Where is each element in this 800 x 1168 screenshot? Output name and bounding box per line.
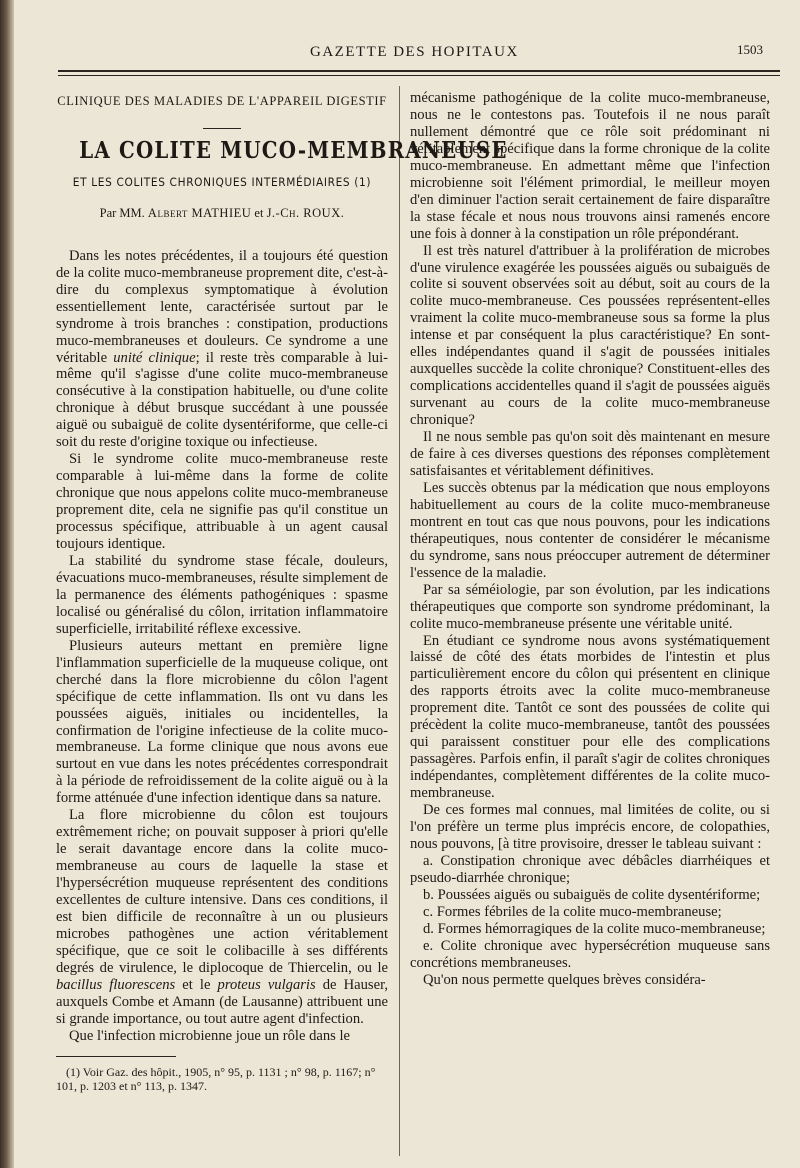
paragraph <box>56 807 388 1027</box>
paragraph: Il ne nous semble pas qu'on soit dès maintenant en mesure de faire à ces diverses questions des réponses complètement satisfaisantes et véritablement définitives. <box>410 429 770 479</box>
paragraph: En étudiant ce syndrome nous avons systématiquement laissé de côté des états morbides de l'intestin et plus particulièrement encore du côlon qui présentent en clinique des rapports étroits avec la colite muco-membraneuse proprement dite. Tantôt ce sont des poussées de colite qui précèdent la colite muco-membraneuse, tantôt des poussées qui paraissent constituer pour elle des complications passagères. Parfois enfin, il paraît s'agir de colites chroniques indépendantes, complètement différentes de la colite muco-membraneuse. <box>410 632 770 802</box>
section-heading: CLINIQUE DES MALADIES DE L'APPAREIL DIGESTIF <box>57 94 387 108</box>
left-column <box>56 90 508 1094</box>
footnote: (1) Voir Gaz. des hôpit., 1905, n° 95, p. 1131 ; n° 98, p. 1167; n° 101, p. 1203 et n° 113, p. 1347. <box>56 1064 376 1094</box>
paragraph <box>56 248 388 451</box>
paragraph: Que l'infection microbienne joue un rôle dans le <box>69 1027 351 1044</box>
paragraph: Les succès obtenus par la médication que nous employons habituellement au cours de la colite muco-membraneuse montrent en tout cas que nous pouvons, pour les indications thérapeutiques, nous contenter de considérer le mécanisme du syndrome, sans nous préoccuper autrement de déterminer l'essence de la maladie. <box>410 479 770 581</box>
right-column <box>410 90 770 989</box>
article-title: LA COLITE MUCO-MEMBRANEUSE <box>79 136 508 164</box>
paragraph: mécanisme pathogénique de la colite muco-membraneuse, nous ne le contestons pas. Toutefois il ne nous paraît nullement démontré que ce rôle soit prédominant ni véritablement spécifique dans la forme chronique de la colite muco-membraneuse. En admettant même que l'infection microbienne soit l'élément primordial, le meilleur moyen d'en diminuer l'action serait certainement de faire disparaître la stase fécale et nous nous trouvons ainsi ramenés encore une fois à donner à la constipation un rôle prépondérant. <box>410 90 770 242</box>
list-item: c. Formes fébriles de la colite muco-membraneuse; <box>423 903 722 920</box>
running-head: GAZETTE DES HOPITAUX <box>310 44 519 60</box>
footnote-rule <box>56 1056 176 1057</box>
list-item: d. Formes hémorragiques de la colite muco-membraneuse; <box>423 920 766 937</box>
paragraph-text: ; il reste très comparable à lui-même qu'il s'agisse d'une colite muco-membraneuse consécutive à la constipation habituelle, ou d'une colite chronique à début brusque succédant à une poussée aiguë ou subaiguë de colite dysentériforme, que celle-ci soit du reste d'origine toxique ou infectieuse. <box>56 349 389 451</box>
list-item: e. Colite chronique avec hypersécrétion muqueuse sans concrétions membraneuses. <box>410 937 770 971</box>
paragraph-text: et le <box>175 976 218 993</box>
paragraph: Plusieurs auteurs mettant en première ligne l'inflammation superficielle de la muqueuse colique, ont cherché dans la flore microbienne du côlon l'agent spécifique de cette inflammation. Ils ont vu dans les poussées aiguës, initiales ou incidentelles, la confirmation de l'origine infectieuse de la colite muco-membraneuse. La forme clinique que nous avons eue surtout en vue dans les notes précédentes correspondrait à la période de refroidissement de la colite aiguë ou à la forme atténuée d'une infection identique dans sa nature. <box>56 637 388 807</box>
author-mathieu: Albert MATHIEU <box>147 205 252 220</box>
paragraph: Par sa séméiologie, par son évolution, par les indications thérapeutiques que comporte son syndrome prédominant, la colite muco-membraneuse présente une véritable unité. <box>410 581 770 632</box>
paragraph: De ces formes mal connues, mal limitées de colite, ou si l'on préfère un terme plus imprécis encore, de colopathies, nous pouvons, [à titre provisoire, dresser le tableau suivant : <box>410 802 770 852</box>
authors-prefix: Par MM. <box>99 205 145 220</box>
paragraph: Si le syndrome colite muco-membraneuse reste comparable à lui-même dans la forme de colite chronique que nous appelons colite muco-membraneuse proprement dite, cela ne signifie pas qu'il constitue un processus spécifique, attribuable à un agent causal toujours identique. <box>56 451 388 553</box>
article-authors <box>56 205 388 222</box>
authors-joiner: et <box>254 205 264 220</box>
emphasis-unite-clinique: unité clinique <box>113 349 196 366</box>
page-number: 1503 <box>737 42 763 57</box>
paragraph-text: La flore microbienne du côlon est toujours extrêmement riche; on pouvait supposer à priori qu'elle le serait davantage encore dans la colite muco-membraneuse au cours de laquelle la stase et l'hypersécrétion muqueuse représentent des conditions excellentes de culture intensive. Dans ces conditions, il est bien difficile de reconnaître à un ou plusieurs microbes pathogènes une action véritablement spécifique, que ce soit le colibacille à ses différents degrés de virulence, le diplocoque de Thiercelin, ou le <box>56 807 388 976</box>
emphasis-proteus: proteus vulgaris <box>217 976 316 993</box>
paragraph-text: Dans les notes précédentes, il a toujours été question de la colite muco-membraneuse proprement dite, c'est-à-dire du complexus symptomatique à évolution essentiellement lente, caractérisée surtout par le syndrome à trois branches : constipation, productions muco-membraneuses et douleurs. Ce syndrome a une véritable <box>56 247 388 366</box>
emphasis-bacillus: bacillus fluorescens <box>56 976 176 993</box>
paragraph: Qu'on nous permette quelques brèves considéra- <box>423 971 706 988</box>
header-rule-thin <box>58 75 780 76</box>
paragraph: La stabilité du syndrome stase fécale, douleurs, évacuations muco-membraneuses, résulte simplement de la permanence des éléments pathogéniques : spasme localisé ou généralisé du côlon, irritation inflammatoire superficielle, irritabilité réflexe excessive. <box>56 552 388 637</box>
article-subtitle: ET LES COLITES CHRONIQUES INTERMÉDIAIRES (1) <box>72 174 372 189</box>
column-divider <box>399 86 400 1156</box>
list-item: b. Poussées aiguës ou subaiguës de colite dysentériforme; <box>423 886 761 903</box>
section-rule <box>203 128 241 129</box>
page-binding-edge <box>0 0 14 1168</box>
author-roux: J.-Ch. ROUX. <box>266 205 345 220</box>
paragraph-text: de Hauser, auxquels Combe et Amann (de Lausanne) attribuent une si grande importance, ou tout autre agent d'infection. <box>56 976 388 1027</box>
paragraph: Il est très naturel d'attribuer à la prolifération de microbes d'une virulence exagérée les poussées aiguës ou subaiguës de colite si souvent observées soit au début, soit au cours de la colite muco-membraneuse. Ces poussées représentent-elles vraiment la colite muco-membraneuse sous sa forme la plus intense et par conséquent la plus caractéristique? En sont-elles indépendantes quand il s'agit de poussées initiales auxquelles succède la colite chronique? Constituent-elles des complications accidentelles quand il s'agit de poussées aiguës survenant au cours de la colite muco-membraneuse chronique? <box>410 242 770 429</box>
list-item: a. Constipation chronique avec débâcles diarrhéiques et pseudo-diarrhée chronique; <box>410 852 770 886</box>
header-rule-thick <box>58 70 780 72</box>
